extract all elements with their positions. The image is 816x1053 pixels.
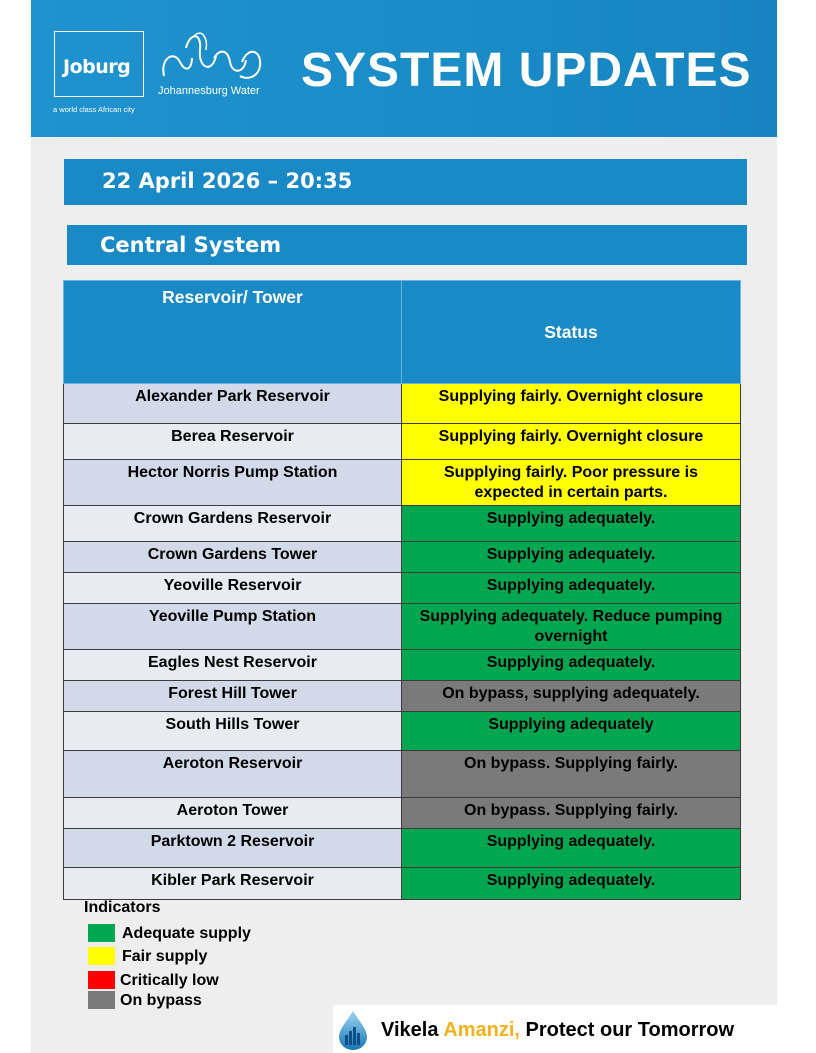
reservoir-name-cell: Aeroton Tower <box>64 798 402 829</box>
table-row <box>64 751 741 798</box>
table-row <box>64 542 741 573</box>
table-row <box>64 506 741 542</box>
table-row <box>64 384 741 424</box>
table-row <box>64 460 741 506</box>
slogan-part-1: Vikela <box>381 1019 444 1041</box>
status-cell: Supplying adequately. <box>402 542 741 573</box>
legend-swatch <box>88 991 115 1009</box>
document-page <box>31 0 777 1053</box>
status-cell: On bypass, supplying adequately. <box>402 681 741 712</box>
slogan-highlight: Amanzi, <box>443 1019 520 1041</box>
status-cell: Supplying adequately. <box>402 829 741 868</box>
water-drop-city-icon <box>337 1009 369 1051</box>
header-banner <box>31 0 777 137</box>
status-cell: On bypass. Supplying fairly. <box>402 751 741 798</box>
status-cell: Supplying fairly. Poor pressure is expected in certain parts. <box>402 460 741 506</box>
reservoir-name-cell: Hector Norris Pump Station <box>64 460 402 506</box>
joburg-logo-text: Joburg <box>63 56 131 78</box>
table-row <box>64 798 741 829</box>
table-row <box>64 650 741 681</box>
reservoir-name-cell: Eagles Nest Reservoir <box>64 650 402 681</box>
reservoir-name-cell: Yeoville Pump Station <box>64 604 402 650</box>
column-header-status: Status <box>402 281 741 384</box>
status-cell: Supplying adequately. <box>402 506 741 542</box>
reservoir-name-cell: Berea Reservoir <box>64 424 402 460</box>
reservoir-name-cell: Forest Hill Tower <box>64 681 402 712</box>
footer-slogan <box>381 1019 734 1042</box>
page-title: SYSTEM UPDATES <box>301 44 752 97</box>
reservoir-name-cell: Crown Gardens Reservoir <box>64 506 402 542</box>
legend-swatch <box>88 947 115 965</box>
legend-swatch <box>88 924 115 942</box>
status-cell: Supplying adequately. <box>402 868 741 900</box>
indicators-label: Indicators <box>84 899 161 916</box>
table-row <box>64 829 741 868</box>
reservoir-name-cell: Aeroton Reservoir <box>64 751 402 798</box>
reservoir-name-cell: Crown Gardens Tower <box>64 542 402 573</box>
johannesburg-water-name: Johannesburg Water <box>158 85 260 97</box>
table-row <box>64 712 741 751</box>
status-cell: Supplying adequately. <box>402 573 741 604</box>
table-row <box>64 573 741 604</box>
reservoir-name-cell: Kibler Park Reservoir <box>64 868 402 900</box>
joburg-tagline: a world class African city <box>53 105 135 114</box>
table-header-row <box>64 281 741 384</box>
footer-slogan-bar <box>333 1005 777 1053</box>
table-row <box>64 868 741 900</box>
slogan-part-2: Protect our Tomorrow <box>519 1019 735 1041</box>
reservoir-name-cell: Parktown 2 Reservoir <box>64 829 402 868</box>
system-name-bar: Central System <box>67 225 747 265</box>
legend-label: Fair supply <box>122 948 208 965</box>
joburg-logo <box>54 31 144 97</box>
legend-label: Adequate supply <box>122 925 251 942</box>
reservoir-name-cell: South Hills Tower <box>64 712 402 751</box>
johannesburg-water-wave-icon <box>156 28 271 88</box>
status-cell: On bypass. Supplying fairly. <box>402 798 741 829</box>
status-cell: Supplying adequately <box>402 712 741 751</box>
column-header-reservoir: Reservoir/ Tower <box>64 281 402 384</box>
reservoir-name-cell: Alexander Park Reservoir <box>64 384 402 424</box>
legend-label: Critically low <box>120 972 219 989</box>
status-cell: Supplying fairly. Overnight closure <box>402 384 741 424</box>
legend-label: On bypass <box>120 992 202 1009</box>
date-bar: 22 April 2026 – 20:35 <box>64 159 747 205</box>
reservoir-name-cell: Yeoville Reservoir <box>64 573 402 604</box>
status-cell: Supplying fairly. Overnight closure <box>402 424 741 460</box>
table-row <box>64 424 741 460</box>
status-cell: Supplying adequately. <box>402 650 741 681</box>
table-row <box>64 681 741 712</box>
legend-swatch <box>88 971 115 989</box>
status-cell: Supplying adequately. Reduce pumping overnight <box>402 604 741 650</box>
status-table <box>63 280 741 900</box>
table-row <box>64 604 741 650</box>
